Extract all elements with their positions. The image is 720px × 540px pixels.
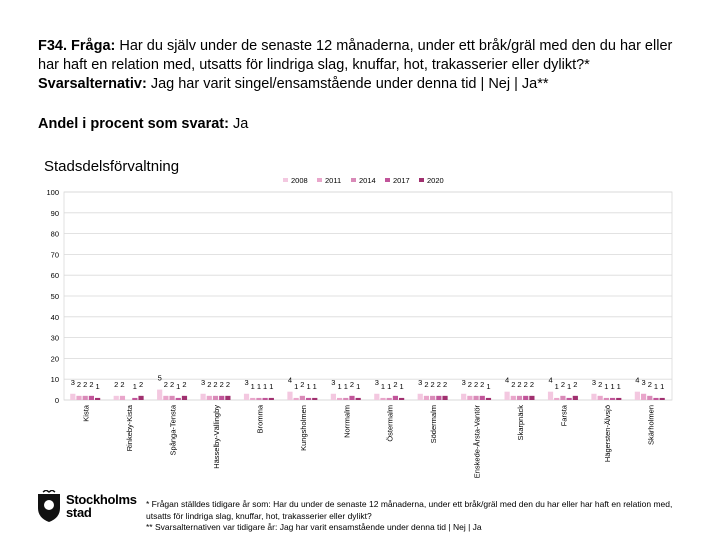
y-tick-label: 0 bbox=[54, 396, 59, 405]
data-label: 3 bbox=[591, 377, 597, 387]
bar bbox=[76, 396, 81, 400]
data-label: 4 bbox=[548, 375, 553, 385]
bar bbox=[201, 394, 206, 400]
data-label: 2 bbox=[213, 379, 218, 389]
data-label: 2 bbox=[76, 379, 82, 389]
data-label: 2 bbox=[300, 379, 305, 389]
data-label: 1 bbox=[95, 381, 100, 391]
bar bbox=[169, 396, 174, 400]
footnote-line-1: * Frågan ställdes tidigare år som: Har du under de senaste 12 månaderna, under ett bråk/gräl med den du har eller har haft en relation med, utsatts för lindriga slag, knuffar, hot, trakasserier eller dylikt? bbox=[146, 499, 673, 521]
data-label: 4 bbox=[287, 375, 293, 385]
x-tick-label: Kista bbox=[81, 405, 91, 422]
bar bbox=[356, 398, 361, 400]
x-tick-label: Spånga-Tensta bbox=[168, 405, 178, 456]
logo-text bbox=[66, 493, 137, 519]
data-label: 2 bbox=[560, 379, 566, 389]
title-prefix: F34. Fråga: bbox=[38, 38, 116, 54]
data-label: 2 bbox=[393, 379, 398, 389]
bar bbox=[641, 394, 646, 400]
data-label: 1 bbox=[256, 381, 262, 391]
bar bbox=[306, 398, 311, 400]
bar bbox=[219, 396, 224, 400]
data-label: 2 bbox=[120, 379, 125, 389]
bar bbox=[591, 394, 596, 400]
y-tick-label: 30 bbox=[50, 333, 59, 343]
bar bbox=[660, 398, 665, 400]
bar bbox=[548, 392, 553, 400]
y-tick-label: 80 bbox=[50, 229, 59, 239]
bar bbox=[374, 394, 379, 400]
x-tick-label: Bromma bbox=[255, 405, 265, 434]
bar bbox=[473, 396, 478, 400]
data-label: 3 bbox=[374, 377, 379, 387]
bar bbox=[163, 396, 168, 400]
bar bbox=[436, 396, 441, 400]
x-tick-label: Hässelby-Vällingby bbox=[212, 405, 221, 469]
data-label: 3 bbox=[331, 377, 336, 387]
data-label: 2 bbox=[647, 379, 652, 389]
bar bbox=[349, 396, 354, 400]
legend-swatch bbox=[317, 178, 322, 182]
data-label: 2 bbox=[424, 379, 429, 389]
bar bbox=[554, 398, 559, 400]
bar bbox=[256, 398, 261, 400]
legend-swatch bbox=[419, 178, 424, 182]
data-label: 2 bbox=[225, 379, 230, 389]
bar bbox=[207, 396, 212, 400]
data-label: 1 bbox=[660, 381, 665, 391]
data-label: 1 bbox=[610, 381, 615, 391]
data-label: 2 bbox=[517, 379, 522, 389]
data-label: 3 bbox=[418, 377, 423, 387]
data-label: 2 bbox=[349, 379, 355, 389]
y-tick-label: 10 bbox=[50, 375, 59, 385]
x-tick-label: Skarpnäck bbox=[516, 405, 525, 441]
y-tick-label: 20 bbox=[50, 354, 59, 364]
title-alt-text: Jag har varit singel/ensamstående under denna tid | Nej | Ja** bbox=[146, 76, 549, 92]
data-label: 2 bbox=[163, 379, 168, 389]
bar bbox=[95, 398, 100, 400]
data-label: 1 bbox=[616, 381, 621, 391]
bar bbox=[486, 398, 491, 400]
bar bbox=[337, 398, 342, 400]
bar bbox=[517, 396, 522, 400]
bar bbox=[89, 396, 94, 400]
bar bbox=[157, 390, 162, 400]
bar bbox=[244, 394, 249, 400]
data-label: 2 bbox=[473, 379, 479, 389]
bar bbox=[647, 396, 652, 400]
data-label: 3 bbox=[201, 377, 206, 387]
bar bbox=[312, 398, 317, 400]
data-label: 2 bbox=[83, 379, 88, 389]
legend-label: 2008 bbox=[291, 176, 308, 185]
legend-swatch bbox=[385, 178, 390, 182]
data-label: 2 bbox=[430, 379, 435, 389]
data-label: 2 bbox=[89, 379, 94, 389]
x-tick-label: Kungsholmen bbox=[298, 405, 308, 451]
bar bbox=[263, 398, 268, 400]
logo-line-1: Stockholms bbox=[66, 492, 137, 507]
bar bbox=[250, 398, 255, 400]
data-label: 2 bbox=[480, 379, 485, 389]
data-label: 2 bbox=[138, 379, 144, 389]
logo-line-2: stad bbox=[66, 505, 92, 520]
bar bbox=[380, 398, 385, 400]
bar bbox=[294, 398, 299, 400]
data-label: 3 bbox=[641, 377, 646, 387]
bar bbox=[598, 396, 603, 400]
data-label: 2 bbox=[573, 379, 578, 389]
bar bbox=[343, 398, 348, 400]
bar bbox=[523, 396, 528, 400]
data-label: 2 bbox=[467, 379, 472, 389]
data-label: 1 bbox=[604, 381, 609, 391]
data-label: 3 bbox=[70, 377, 75, 387]
y-tick-label: 60 bbox=[50, 271, 59, 281]
data-label: 2 bbox=[169, 379, 175, 389]
x-tick-label: Farsta bbox=[559, 405, 569, 427]
data-label: 3 bbox=[461, 377, 466, 387]
bar bbox=[461, 394, 466, 400]
bar bbox=[560, 396, 565, 400]
data-label: 1 bbox=[399, 381, 404, 391]
data-label: 1 bbox=[343, 381, 348, 391]
bar bbox=[610, 398, 615, 400]
data-label: 1 bbox=[653, 381, 659, 391]
legend-swatch bbox=[283, 178, 288, 182]
x-tick-label: Rinkeby-Kista bbox=[125, 405, 135, 452]
subtitle-value: Ja bbox=[228, 116, 249, 132]
data-label: 1 bbox=[337, 381, 342, 391]
bar bbox=[430, 396, 435, 400]
data-label: 1 bbox=[132, 381, 137, 391]
bar bbox=[138, 396, 143, 400]
bar bbox=[418, 394, 423, 400]
data-label: 1 bbox=[486, 381, 491, 391]
bar bbox=[387, 398, 392, 400]
bar bbox=[604, 398, 609, 400]
y-tick-label: 40 bbox=[50, 312, 59, 322]
data-label: 1 bbox=[250, 381, 255, 391]
data-label: 4 bbox=[505, 375, 510, 385]
bar bbox=[114, 396, 119, 400]
bar bbox=[399, 398, 404, 400]
bar bbox=[225, 396, 230, 400]
bar bbox=[393, 396, 398, 400]
data-label: 1 bbox=[312, 381, 317, 391]
data-label: 2 bbox=[523, 379, 528, 389]
chart-title: Stadsdelsförvaltning bbox=[44, 158, 180, 175]
footnote bbox=[146, 499, 686, 534]
data-label: 1 bbox=[263, 381, 268, 391]
x-tick-label: Norrmalm bbox=[342, 405, 352, 438]
y-tick-label: 70 bbox=[50, 250, 59, 260]
data-label: 2 bbox=[436, 379, 441, 389]
data-label: 2 bbox=[442, 379, 448, 389]
bar bbox=[567, 398, 572, 400]
bar bbox=[70, 394, 75, 400]
bar bbox=[511, 396, 516, 400]
crest-icon bbox=[36, 490, 62, 524]
data-label: 2 bbox=[529, 379, 534, 389]
bar bbox=[331, 394, 336, 400]
data-label: 2 bbox=[207, 379, 212, 389]
data-label: 2 bbox=[182, 379, 187, 389]
bar bbox=[269, 398, 274, 400]
x-tick-label: Skärholmen bbox=[646, 405, 656, 446]
bar bbox=[480, 396, 485, 400]
bar bbox=[120, 396, 125, 400]
subtitle-label: Andel i procent som svarat: bbox=[38, 116, 229, 132]
legend-swatch bbox=[351, 178, 356, 182]
title-alt-label: Svarsalternativ: bbox=[38, 76, 147, 92]
stockholm-logo bbox=[36, 490, 146, 524]
data-label: 5 bbox=[157, 373, 162, 383]
x-tick-label: Södermalm bbox=[429, 405, 439, 444]
data-label: 1 bbox=[294, 381, 299, 391]
bar bbox=[132, 398, 137, 400]
legend-label: 2020 bbox=[427, 176, 444, 185]
data-label: 2 bbox=[511, 379, 516, 389]
footnote-line-2: ** Svarsalternativen var tidigare år: Jag har varit ensamstående under denna tid | Nej | Ja bbox=[146, 522, 482, 532]
data-label: 3 bbox=[244, 377, 249, 387]
x-tick-label: Östermalm bbox=[385, 405, 395, 442]
bar bbox=[176, 398, 181, 400]
data-label: 2 bbox=[114, 379, 119, 389]
y-tick-label: 90 bbox=[50, 208, 59, 218]
bar bbox=[573, 396, 578, 400]
bar bbox=[83, 396, 88, 400]
data-label: 1 bbox=[387, 381, 392, 391]
data-label: 1 bbox=[356, 381, 361, 391]
bar bbox=[529, 396, 534, 400]
data-label: 1 bbox=[567, 381, 572, 391]
legend-label: 2014 bbox=[359, 176, 376, 185]
bar bbox=[287, 392, 292, 400]
bar bbox=[635, 392, 640, 400]
y-tick-label: 100 bbox=[46, 188, 59, 197]
data-label: 2 bbox=[598, 379, 603, 389]
title-question: Har du själv under de senaste 12 månaderna, under ett bråk/gräl med den du har eller har haft en relation med, utsatts för lindriga slag, knuffar, hot, trakasserier eller dylikt?* bbox=[38, 38, 673, 73]
bar bbox=[300, 396, 305, 400]
bar bbox=[442, 396, 447, 400]
bar bbox=[213, 396, 218, 400]
bar bbox=[616, 398, 621, 400]
bar bbox=[505, 392, 510, 400]
data-label: 1 bbox=[306, 381, 311, 391]
data-label: 1 bbox=[554, 381, 559, 391]
y-tick-label: 50 bbox=[50, 292, 59, 301]
data-label: 2 bbox=[219, 379, 224, 389]
x-tick-label: Enskede-Årsta-Vantör bbox=[472, 404, 482, 479]
legend-label: 2017 bbox=[393, 176, 410, 185]
bar bbox=[424, 396, 429, 400]
bar bbox=[467, 396, 472, 400]
data-label: 1 bbox=[176, 381, 181, 391]
data-label: 1 bbox=[269, 381, 274, 391]
data-label: 1 bbox=[380, 381, 386, 391]
bar bbox=[182, 396, 187, 400]
legend-label: 2011 bbox=[325, 176, 342, 185]
bar bbox=[653, 398, 658, 400]
data-label: 4 bbox=[635, 375, 640, 385]
x-tick-label: Hägersten-Älvsjö bbox=[602, 405, 612, 463]
